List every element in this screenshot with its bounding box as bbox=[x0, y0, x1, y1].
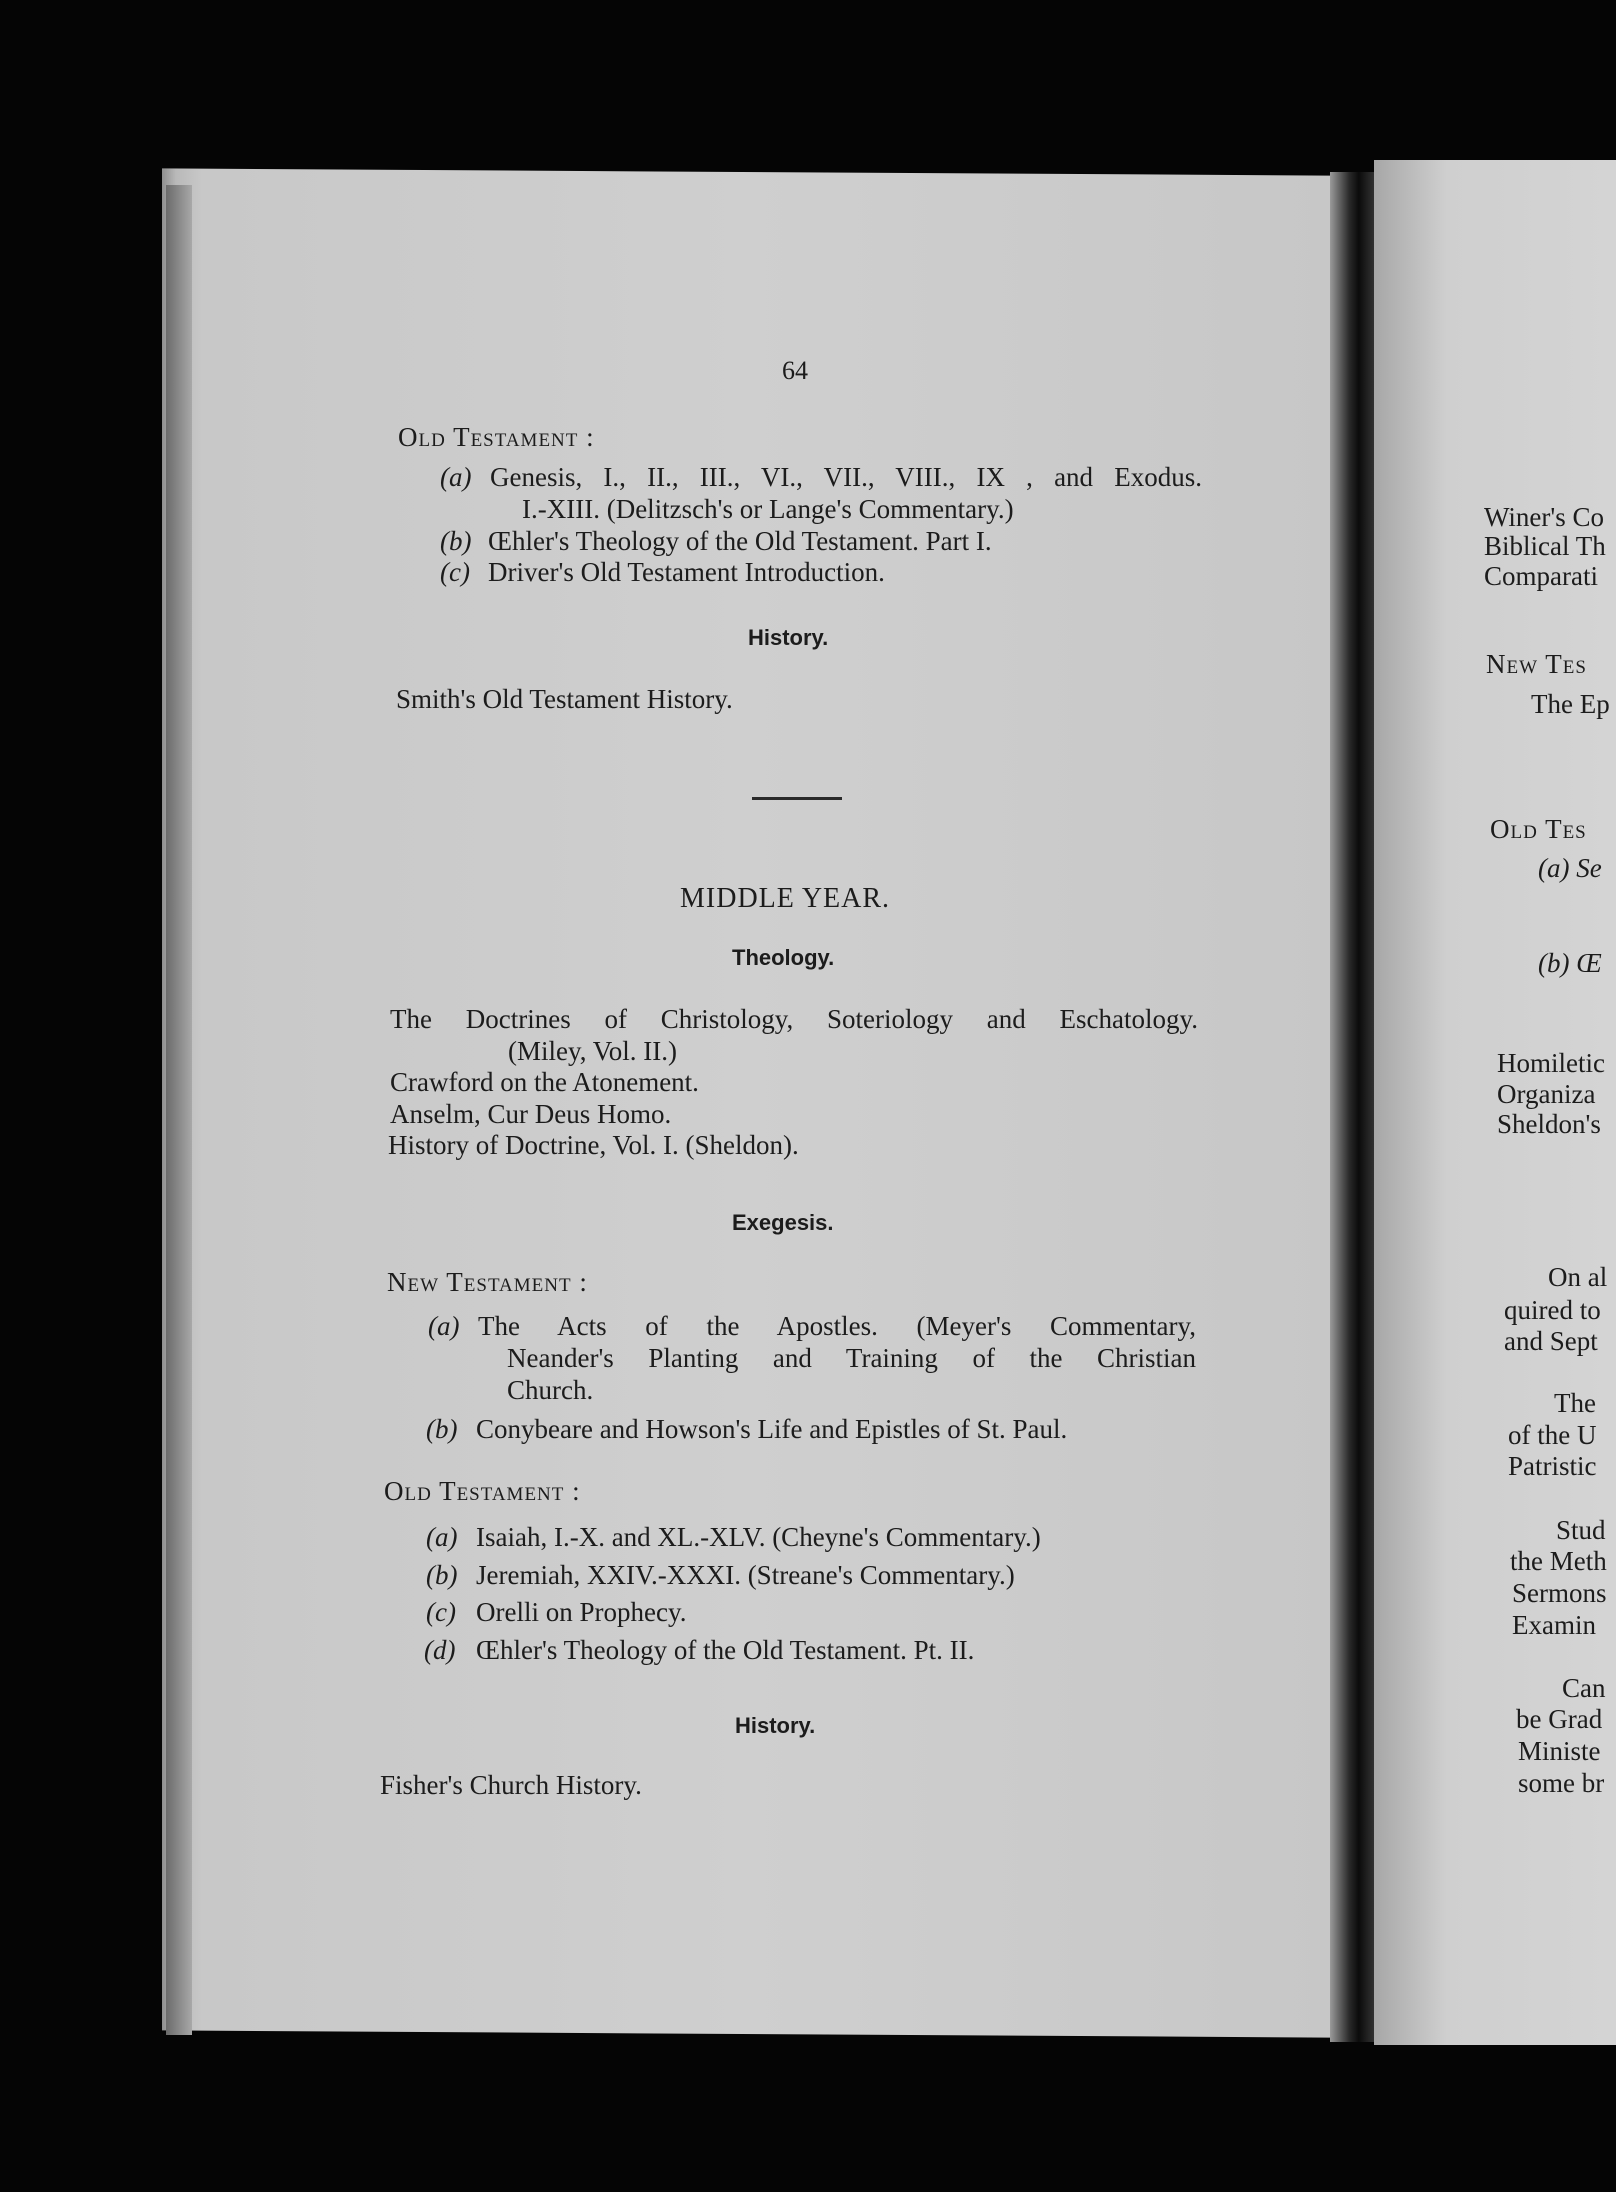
middle-year-title: MIDDLE YEAR. bbox=[680, 883, 891, 914]
list-item: Œhler's Theology of the Old Testament. Pt. II. bbox=[476, 1635, 975, 1665]
list-item: Conybeare and Howson's Life and Epistles of St. Paul. bbox=[476, 1414, 1068, 1444]
right-page-fragment: Old Tes bbox=[1490, 814, 1587, 844]
list-item: Jeremiah, XXIV.-XXXI. (Streane's Commentary.) bbox=[476, 1560, 1015, 1590]
book-gutter bbox=[1330, 172, 1378, 2042]
list-item: Driver's Old Testament Introduction. bbox=[488, 557, 885, 587]
right-page-fragment: The bbox=[1554, 1388, 1596, 1418]
history-heading: History. bbox=[735, 1713, 816, 1738]
list-item: Isaiah, I.-X. and XL.-XLV. (Cheyne's Commentary.) bbox=[476, 1522, 1041, 1552]
section-divider bbox=[752, 797, 842, 800]
history-text: Smith's Old Testament History. bbox=[396, 684, 733, 714]
right-page-fragment: Organiza bbox=[1497, 1079, 1596, 1109]
right-page-fragment: Sermons bbox=[1512, 1578, 1607, 1608]
theology-line: The Doctrines of Christology, Soteriology and Eschatology. bbox=[390, 1004, 1198, 1034]
list-mark: (d) bbox=[424, 1635, 456, 1665]
right-page-fragment: On al bbox=[1548, 1262, 1608, 1292]
right-page-fragment: Stud bbox=[1556, 1515, 1606, 1545]
right-page-fragment: Examin bbox=[1512, 1610, 1596, 1640]
page-edge bbox=[166, 185, 192, 2035]
right-page-fragment: (b) Œ bbox=[1538, 948, 1602, 978]
left-page bbox=[162, 168, 1330, 2037]
list-item-cont: Church. bbox=[507, 1375, 594, 1405]
right-page-fragment: Ministe bbox=[1518, 1736, 1601, 1766]
theology-line: (Miley, Vol. II.) bbox=[508, 1036, 677, 1066]
list-mark: (b) bbox=[440, 526, 472, 556]
right-page-fragment: quired to bbox=[1504, 1295, 1601, 1325]
right-page-fragment: New Tes bbox=[1486, 649, 1587, 679]
list-mark: (a) bbox=[426, 1522, 458, 1552]
theology-line: History of Doctrine, Vol. I. (Sheldon). bbox=[388, 1130, 799, 1160]
list-mark: (a) bbox=[440, 462, 472, 492]
list-item-cont: I.-XIII. (Delitzsch's or Lange's Commentary.) bbox=[522, 494, 1014, 524]
list-mark: (a) bbox=[428, 1311, 460, 1341]
theology-line: Anselm, Cur Deus Homo. bbox=[390, 1099, 672, 1129]
right-page-fragment: Winer's Co bbox=[1484, 502, 1605, 532]
theology-line: Crawford on the Atonement. bbox=[390, 1067, 699, 1097]
right-page-fragment: Sheldon's bbox=[1497, 1109, 1601, 1139]
exegesis-heading: Exegesis. bbox=[732, 1210, 834, 1235]
right-page-fragment: be Grad bbox=[1516, 1704, 1603, 1734]
new-testament-label: New Testament : bbox=[387, 1267, 588, 1297]
list-mark: (b) bbox=[426, 1560, 458, 1590]
list-item: Œhler's Theology of the Old Testament. Part I. bbox=[488, 526, 992, 556]
right-page-fragment: Biblical Th bbox=[1484, 531, 1606, 561]
list-mark: (c) bbox=[440, 557, 470, 587]
right-page-fragment: Comparati bbox=[1484, 561, 1598, 591]
right-page-fragment: the Meth bbox=[1510, 1546, 1607, 1576]
right-page-fragment: The Ep bbox=[1531, 689, 1610, 719]
theology-heading: Theology. bbox=[732, 945, 835, 970]
right-page-fragment: some br bbox=[1518, 1768, 1605, 1798]
list-mark: (b) bbox=[426, 1414, 458, 1444]
old-testament-label: Old Testament : bbox=[398, 422, 595, 452]
right-page-fragment: Can bbox=[1562, 1673, 1606, 1703]
history-heading: History. bbox=[748, 625, 829, 650]
right-page-fragment: and Sept bbox=[1504, 1326, 1598, 1356]
list-item: Genesis, I., II., III., VI., VII., VIII., IX , and Exodus. bbox=[490, 462, 1202, 492]
right-page-fragment: of the U bbox=[1508, 1420, 1597, 1450]
old-testament-label: Old Testament : bbox=[384, 1476, 581, 1506]
page-number: 64 bbox=[782, 356, 808, 385]
list-item: Orelli on Prophecy. bbox=[476, 1597, 687, 1627]
right-page-fragment: (a) Se bbox=[1538, 853, 1602, 883]
right-page-fragment: Patristic bbox=[1508, 1451, 1597, 1481]
right-page-fragment: Homiletic bbox=[1497, 1048, 1605, 1078]
list-item-cont: Neander's Planting and Training of the Christian bbox=[507, 1343, 1196, 1373]
list-item: The Acts of the Apostles. (Meyer's Commentary, bbox=[478, 1311, 1196, 1341]
history-text: Fisher's Church History. bbox=[380, 1770, 642, 1800]
list-mark: (c) bbox=[426, 1597, 456, 1627]
